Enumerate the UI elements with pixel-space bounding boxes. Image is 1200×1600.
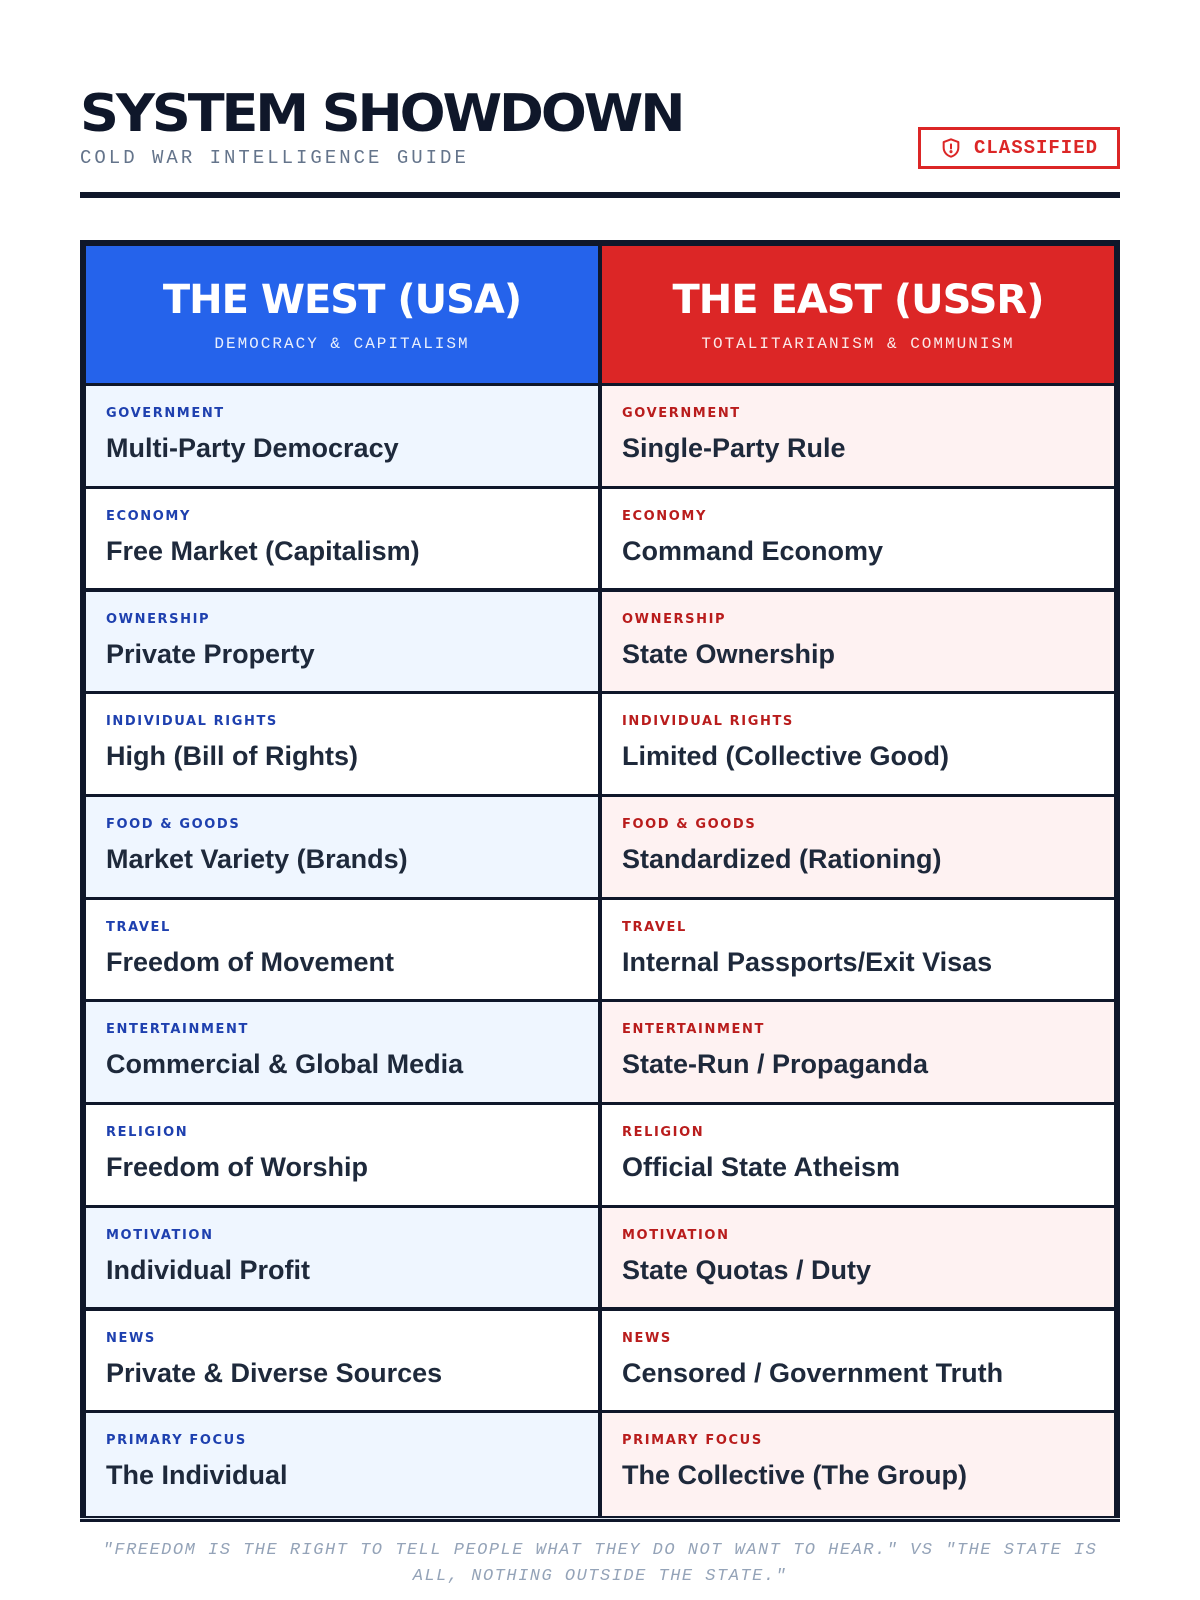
cell-value: Freedom of Worship [106, 1152, 369, 1183]
table-cell-west [86, 900, 598, 1003]
table-cell-west [86, 1208, 598, 1311]
cell-category-label: FOOD & GOODS [106, 817, 241, 833]
cell-category-label: ECONOMY [622, 508, 707, 524]
table-cell-east [602, 1208, 1114, 1311]
column-header-east [602, 246, 1114, 386]
table-cell-east [602, 1105, 1114, 1208]
cell-value: State Quotas / Duty [622, 1254, 872, 1285]
page-title: SYSTEM SHOWDOWN [80, 84, 683, 144]
table-cell-east [602, 1002, 1114, 1105]
cell-value: Free Market (Capitalism) [106, 535, 420, 566]
cell-category-label: RELIGION [106, 1125, 189, 1141]
cell-value: High (Bill of Rights) [106, 741, 358, 772]
table-cell-west [86, 797, 598, 900]
cell-category-label: PRIMARY FOCUS [106, 1433, 247, 1449]
cell-value: Official State Atheism [622, 1152, 901, 1183]
cell-category-label: PRIMARY FOCUS [622, 1433, 763, 1449]
table-cell-east [602, 1413, 1114, 1516]
cell-category-label: TRAVEL [106, 919, 171, 935]
column-subtitle-east: TOTALITARIANISM & COMMUNISM [701, 334, 1015, 353]
header-divider [80, 192, 1120, 198]
cell-value: Commercial & Global Media [106, 1049, 464, 1080]
cell-value: Private Property [106, 638, 315, 669]
cell-category-label: INDIVIDUAL RIGHTS [622, 714, 794, 730]
shield-alert-icon [940, 137, 962, 159]
cell-category-label: ENTERTAINMENT [622, 1022, 765, 1038]
cell-category-label: TRAVEL [622, 919, 687, 935]
cell-category-label: INDIVIDUAL RIGHTS [106, 714, 278, 730]
table-cell-east [602, 386, 1114, 489]
table-cell-west [86, 1311, 598, 1414]
cell-value: Internal Passports/Exit Visas [622, 946, 993, 977]
cell-value: State-Run / Propaganda [622, 1049, 929, 1080]
cell-value: Private & Diverse Sources [106, 1357, 443, 1388]
cell-value: The Individual [106, 1460, 288, 1491]
cell-value: Command Economy [622, 535, 884, 566]
cell-category-label: MOTIVATION [622, 1227, 730, 1243]
table-cell-east [602, 592, 1114, 695]
table-cell-east [602, 694, 1114, 797]
page-subtitle: COLD WAR INTELLIGENCE GUIDE [80, 147, 469, 169]
table-cell-east [602, 797, 1114, 900]
cell-category-label: ECONOMY [106, 508, 191, 524]
table-cell-west [86, 1002, 598, 1105]
table-cell-west [86, 592, 598, 695]
classified-badge [918, 127, 1120, 169]
table-cell-east [602, 1311, 1114, 1414]
cell-category-label: NEWS [106, 1330, 156, 1346]
table-cell-west [86, 1413, 598, 1516]
footer-quote: "FREEDOM IS THE RIGHT TO TELL PEOPLE WHAT THEY DO NOT WANT TO HEAR." VS "THE STATE IS ALL, NOTHING OUTSIDE THE STATE." [102, 1541, 1098, 1586]
table-cell-west [86, 386, 598, 489]
cell-value: Single-Party Rule [622, 433, 846, 464]
cell-value: Limited (Collective Good) [622, 741, 950, 772]
column-subtitle-west: DEMOCRACY & CAPITALISM [214, 334, 470, 353]
column-header-west [86, 246, 598, 386]
cell-value: Censored / Government Truth [622, 1357, 1004, 1388]
table-cell-west [86, 489, 598, 592]
footer-divider [80, 1518, 1120, 1519]
cell-value: Freedom of Movement [106, 946, 395, 977]
table-cell-east [602, 900, 1114, 1003]
cell-category-label: ENTERTAINMENT [106, 1022, 249, 1038]
page [80, 0, 1120, 1600]
column-title-west: THE WEST (USA) [162, 276, 522, 323]
cell-value: Standardized (Rationing) [622, 844, 942, 875]
cell-value: The Collective (The Group) [622, 1460, 968, 1491]
table-cell-east [602, 489, 1114, 592]
cell-category-label: NEWS [622, 1330, 672, 1346]
cell-category-label: OWNERSHIP [622, 611, 727, 627]
cell-category-label: GOVERNMENT [622, 406, 741, 422]
cell-value: Individual Profit [106, 1254, 311, 1285]
cell-value: State Ownership [622, 638, 836, 669]
cell-value: Market Variety (Brands) [106, 844, 408, 875]
table-cell-west [86, 1105, 598, 1208]
cell-category-label: MOTIVATION [106, 1227, 214, 1243]
table-cell-west [86, 694, 598, 797]
column-title-east: THE EAST (USSR) [672, 276, 1044, 323]
cell-category-label: GOVERNMENT [106, 406, 225, 422]
cell-category-label: OWNERSHIP [106, 611, 211, 627]
cell-value: Multi-Party Democracy [106, 433, 399, 464]
cell-category-label: FOOD & GOODS [622, 817, 757, 833]
badge-label: CLASSIFIED [973, 137, 1099, 159]
comparison-table [80, 240, 1120, 1522]
cell-category-label: RELIGION [622, 1125, 705, 1141]
header [80, 86, 1120, 202]
